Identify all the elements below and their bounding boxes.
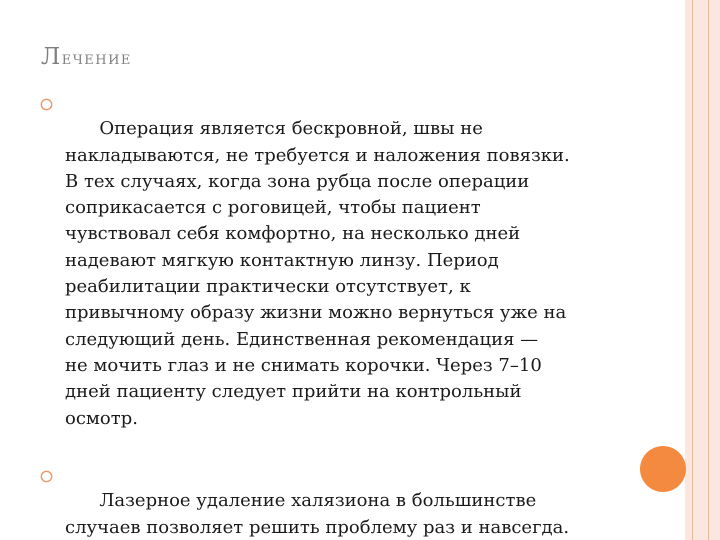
side-band-line	[708, 0, 709, 540]
orange-dot	[640, 446, 686, 492]
title-rest: ечение	[61, 48, 132, 69]
title-first-letter: Л	[41, 44, 62, 70]
bullet-text: Операция является бескровной, швы не накладываются, не требуется и наложения повязки. В тех случаях, когда зона рубца после операции соприкасается с роговицей, чтобы пациент чувствовал себя комфортно, на несколько дней надевают мягкую контактную линзу. Период реабилитации практически отсутствует, к привычному образу жизни можно вернуться уже на следующий день. Единственная рекомендация — не мочить глаз и не снимать корочки. Через 7–10 дней пациенту следует прийти на контрольный осмотр.	[65, 118, 570, 429]
bullet-text: Лазерное удаление халязиона в большинстве случаев позволяет решить проблему раз и навсегда.	[65, 490, 570, 538]
slide-title	[41, 44, 132, 70]
bullet-item	[40, 462, 640, 540]
bullet-item	[40, 90, 640, 458]
circle-outline-icon	[40, 470, 53, 483]
side-band	[685, 0, 720, 540]
bullet-list	[40, 90, 640, 540]
side-band-line	[692, 0, 693, 540]
circle-outline-icon	[40, 98, 53, 111]
